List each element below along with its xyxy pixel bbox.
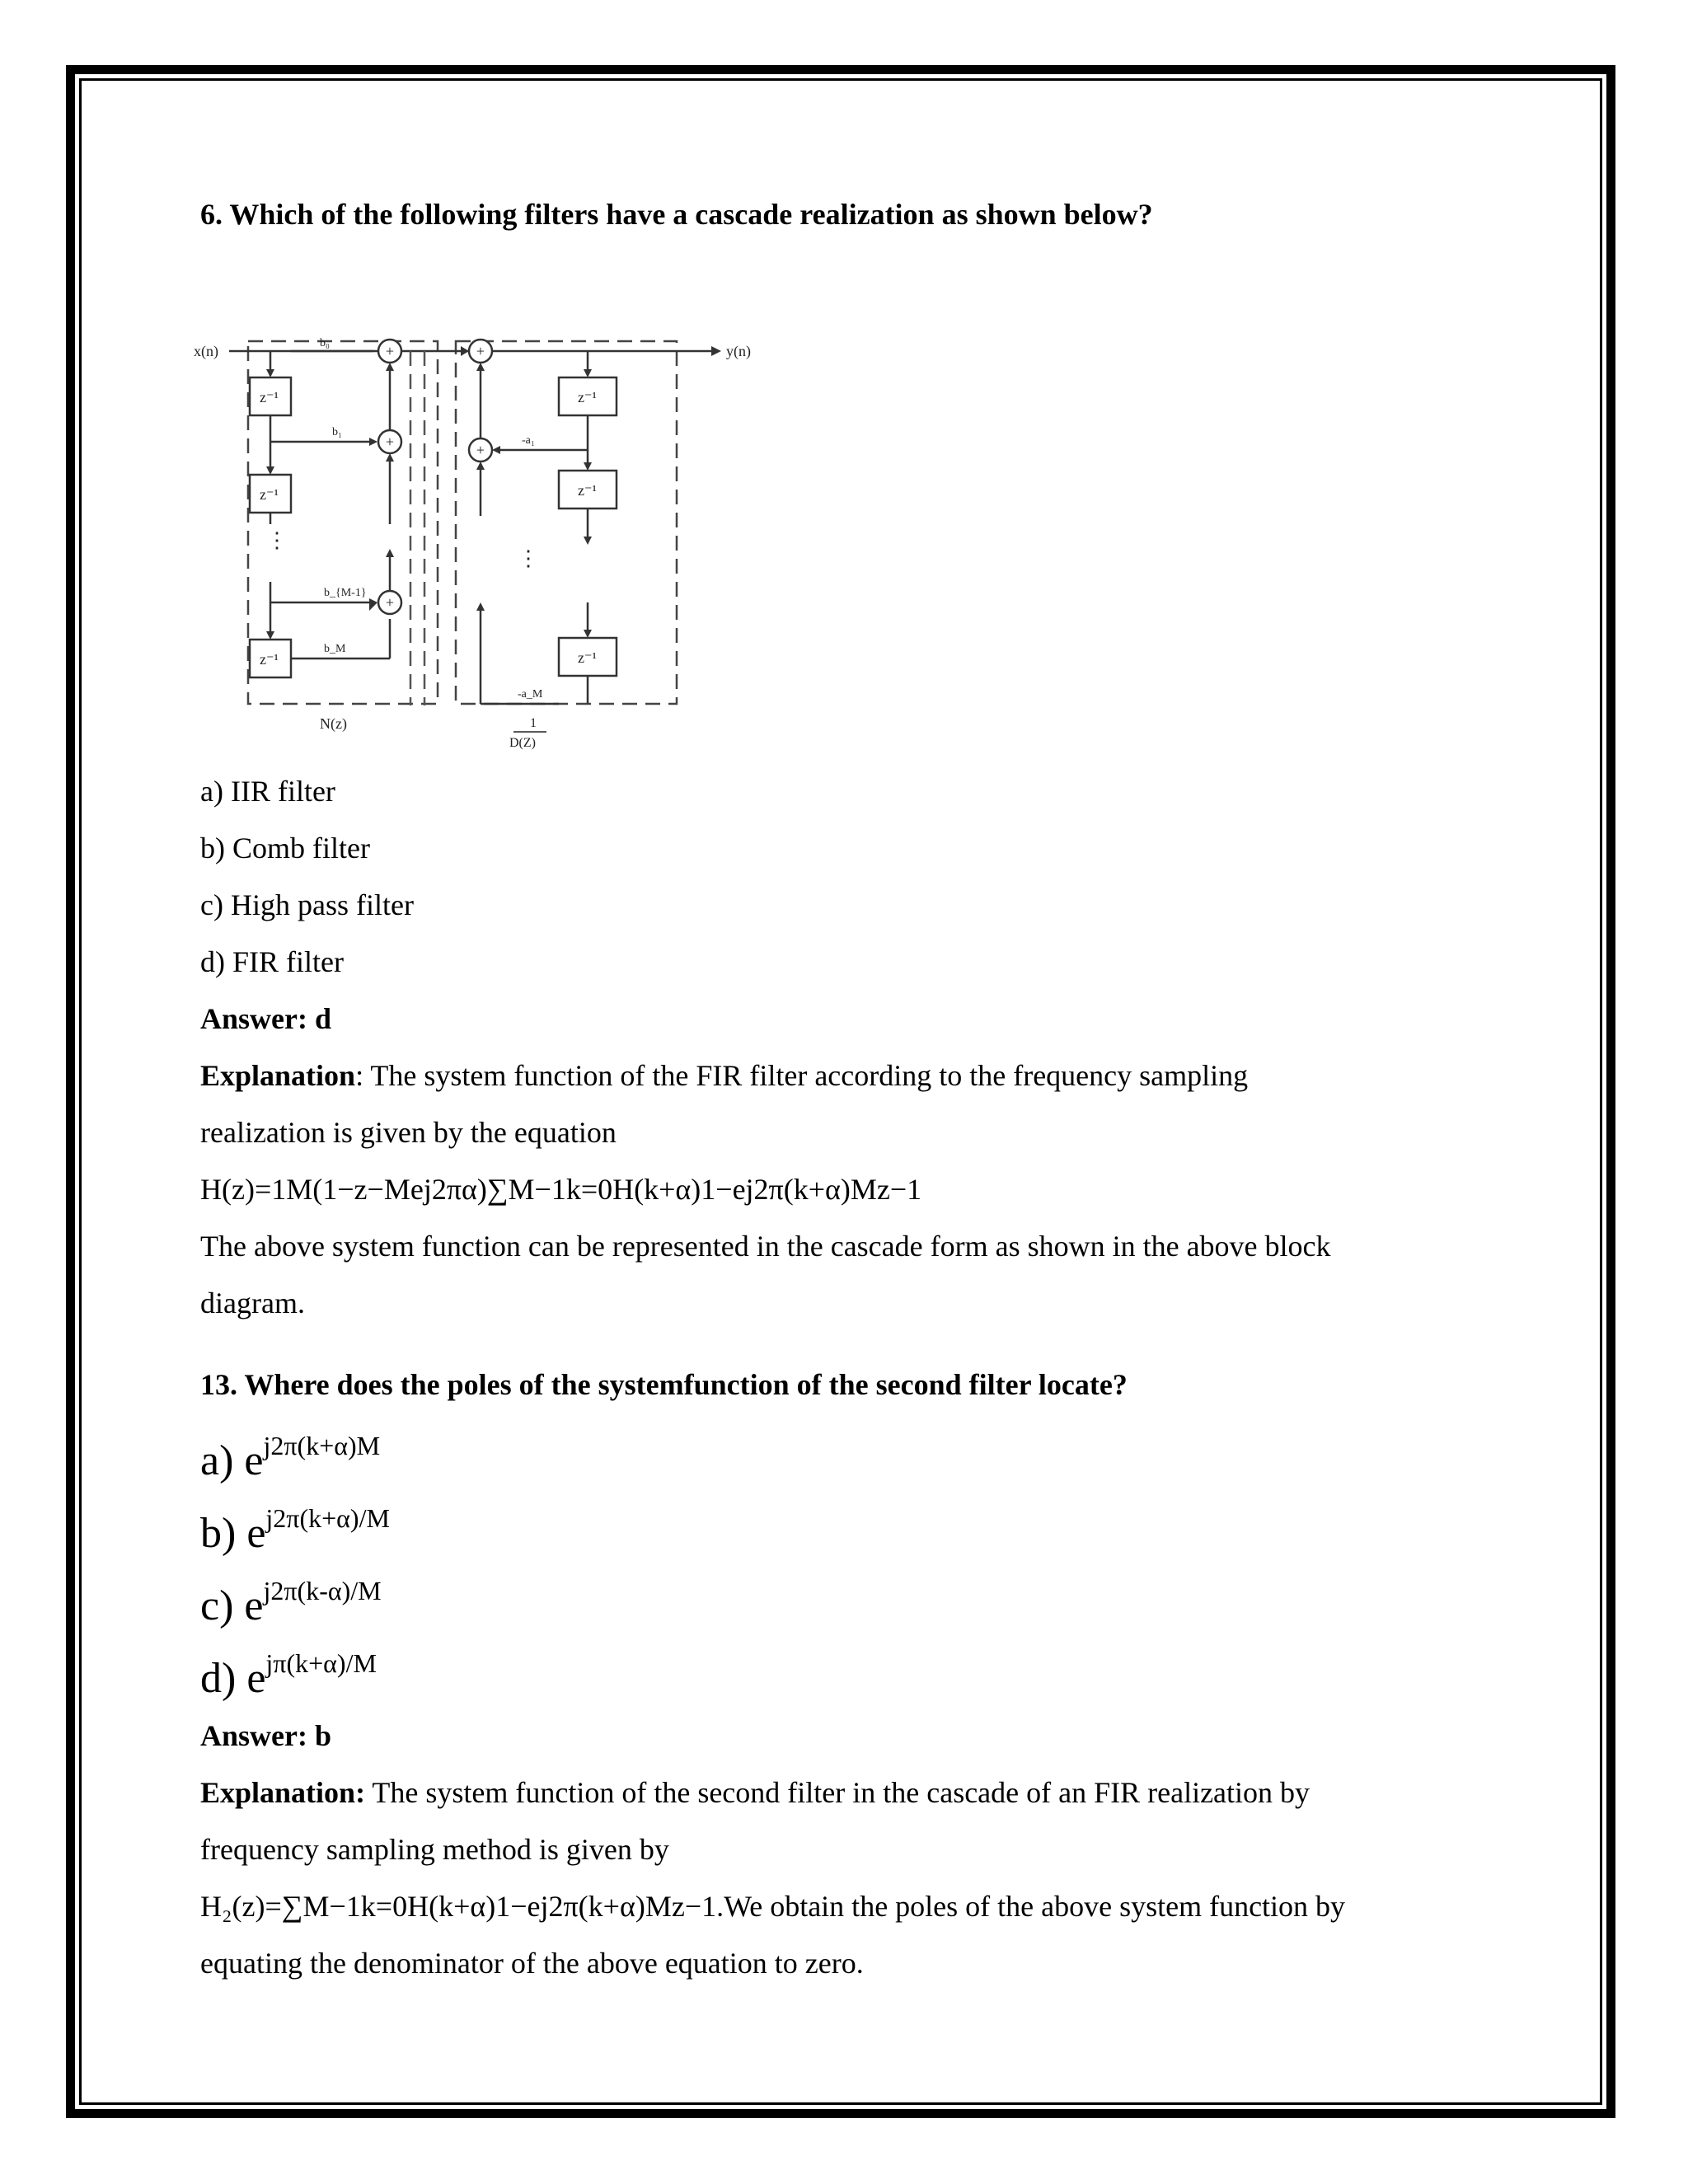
q6-option-a: a) IIR filter — [200, 775, 335, 808]
delay-label-3: z⁻¹ — [260, 651, 279, 668]
q13-explanation-line2: frequency sampling method is given by — [200, 1833, 669, 1866]
q6-equation: H(z)=1M(1−z−Mej2πα)∑M−1k=0H(k+α)1−ej2π(k+α)Mz−1 — [200, 1173, 922, 1206]
q6-answer: Answer: d — [200, 1002, 331, 1035]
q13-explanation-text: The system function of the second filter in the cascade of an FIR realization by — [365, 1776, 1311, 1809]
adder-plus-1: + — [385, 343, 395, 359]
q6-option-b: b) Comb filter — [200, 832, 370, 865]
q6-explanation-line3: The above system function can be represented in the cascade form as shown in the above block — [200, 1230, 1331, 1263]
q13-option-a — [200, 1409, 1486, 1482]
q6-explanation-label: Explanation — [200, 1059, 356, 1092]
coef-a1: -a₁ — [522, 434, 535, 447]
delay-label-6: z⁻¹ — [578, 649, 597, 666]
delay-label-2: z⁻¹ — [260, 486, 279, 503]
q13-option-d — [200, 1627, 1486, 1702]
question-13-title: 13. Where does the poles of the systemfunction of the second filter locate? — [200, 1368, 1128, 1401]
q13-option-a-exponent: j2π(k+α)M — [263, 1431, 381, 1460]
page-content — [194, 190, 1486, 1992]
dots-left: ⋮ — [266, 528, 288, 552]
input-label: x(n) — [194, 343, 218, 359]
delay-label-5: z⁻¹ — [578, 482, 597, 499]
q6-explanation-line2: realization is given by the equation — [200, 1116, 617, 1149]
q6-explanation-text: : The system function of the FIR filter according to the frequency sampling — [355, 1059, 1249, 1092]
denominator-numerator: 1 — [530, 716, 537, 730]
coef-am: -a_M — [518, 688, 543, 701]
q13-option-d-label: d) e — [200, 1655, 266, 1702]
q13-option-b — [200, 1482, 1486, 1557]
q6-explanation-line4: diagram. — [200, 1286, 305, 1319]
q13-option-c-label: c) e — [200, 1582, 264, 1629]
coef-bm: b_M — [324, 643, 346, 655]
dots-right: ⋮ — [518, 546, 539, 570]
numerator-label: N(z) — [320, 715, 347, 732]
q13-explanation-line4: equating the denominator of the above equation to zero. — [200, 1947, 864, 1980]
q13-equation: H₂(z)=∑M−1k=0H(k+α)1−ej2π(k+α)Mz−1.We — [200, 1890, 763, 1923]
q13-explanation — [200, 1765, 1486, 1821]
adder-plus-2: + — [385, 434, 395, 450]
denominator-label: D(Z) — [509, 736, 536, 750]
adder-plus-5: + — [476, 442, 485, 458]
delay-label-4: z⁻¹ — [578, 389, 597, 405]
q13-answer: Answer: b — [200, 1719, 331, 1752]
q13-option-b-exponent: j2π(k+α)/M — [265, 1503, 390, 1533]
q13-explanation-label: Explanation: — [200, 1776, 366, 1809]
coef-b0: b₀ — [320, 337, 330, 349]
q13-option-c — [200, 1554, 1486, 1627]
output-label: y(n) — [726, 343, 751, 359]
q13-equation-rest: obtain the poles of the above system function by — [762, 1890, 1346, 1923]
cascade-block-diagram — [192, 318, 769, 763]
question-6-title: 6. Which of the following filters have a cascade realization as shown below? — [200, 198, 1153, 231]
coef-b1: b₁ — [332, 426, 342, 438]
q6-option-d: d) FIR filter — [200, 945, 344, 978]
coef-bm1: b_{M-1} — [324, 587, 367, 599]
q13-option-d-exponent: jπ(k+α)/M — [265, 1648, 377, 1678]
q6-option-c: c) High pass filter — [200, 888, 414, 921]
q6-explanation — [200, 1047, 1486, 1104]
delay-label-1: z⁻¹ — [260, 389, 279, 405]
q13-equation-line — [200, 1878, 1486, 1935]
q13-option-a-label: a) e — [200, 1437, 264, 1484]
adder-plus-3: + — [385, 594, 395, 611]
q13-option-c-exponent: j2π(k-α)/M — [263, 1576, 382, 1605]
adder-plus-4: + — [476, 343, 485, 359]
q13-option-b-label: b) e — [200, 1510, 266, 1557]
